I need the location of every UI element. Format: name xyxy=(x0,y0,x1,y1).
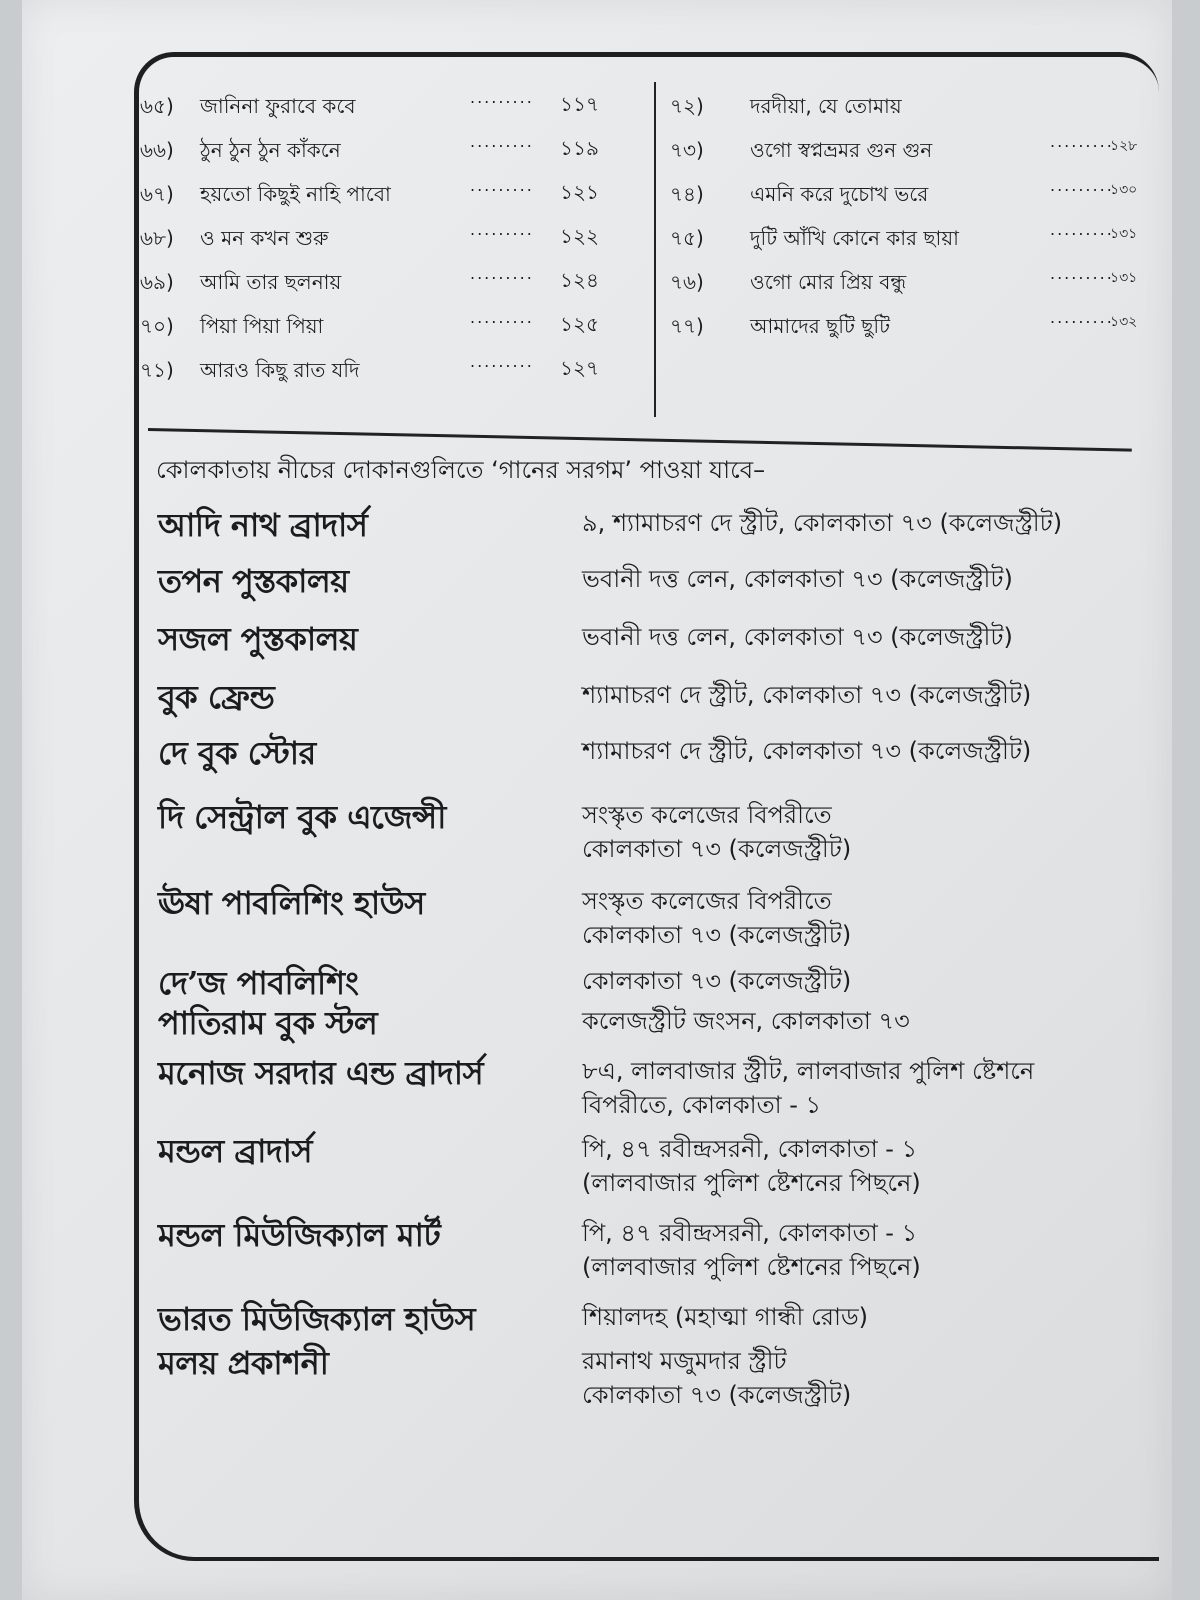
toc-title: এমনি করে দুচোখ ভরে xyxy=(750,182,929,206)
shop-entry xyxy=(150,792,1130,878)
toc-title: আমি তার ছলনায় xyxy=(200,270,342,294)
shop-entry xyxy=(150,728,1130,792)
address-line: (লালবাজার পুলিশ ষ্টেশনের পিছনে) xyxy=(582,1169,921,1197)
toc-title: জানিনা ফুরাবে কবে xyxy=(200,94,356,118)
toc-entry xyxy=(670,302,1138,346)
toc-page: ১২৮ xyxy=(1110,138,1138,154)
toc-number: ৬৬) xyxy=(140,138,174,162)
toc-title: পিয়া পিয়া পিয়া xyxy=(200,314,324,338)
shop-entry xyxy=(150,878,1130,958)
address-line: ভবানী দত্ত লেন, কোলকাতা ৭৩ (কলেজস্ট্রীট) xyxy=(582,623,1013,651)
shop-name: বুক ফ্রেন্ড xyxy=(158,678,275,716)
address-line: পি, ৪৭ রবীন্দ্রসরনী, কোলকাতা - ১ xyxy=(582,1219,918,1247)
shop-address xyxy=(582,1300,868,1334)
toc-leader: ......... xyxy=(470,264,534,283)
shop-name: মন্ডল মিউজিক্যাল মার্ট xyxy=(158,1216,441,1254)
toc-page: ১২২ xyxy=(560,224,599,248)
address-line: শ্যামাচরণ দে স্ট্রীট, কোলকাতা ৭৩ (কলেজস্ট্রীট) xyxy=(582,681,1032,709)
toc-title: ঠুন ঠুন ঠুন কাঁকনে xyxy=(200,138,341,162)
toc-leader: ......... xyxy=(1050,264,1114,283)
toc-page: ১৩১ xyxy=(1110,270,1138,286)
shop-name: ঊষা পাবলিশিং হাউস xyxy=(158,884,425,922)
address-line: পি, ৪৭ রবীন্দ্রসরনী, কোলকাতা - ১ xyxy=(582,1135,918,1163)
shop-entry xyxy=(150,958,1130,1002)
toc-number: ৬৭) xyxy=(140,182,174,206)
shop-address xyxy=(582,506,1062,540)
toc-number: ৬৮) xyxy=(140,226,174,250)
toc-leader: ......... xyxy=(470,176,534,195)
shop-name: মন্ডল ব্রাদার্স xyxy=(158,1132,313,1170)
toc-number: ৭৩) xyxy=(670,138,704,162)
shop-name: দে বুক স্টোর xyxy=(158,734,316,772)
toc-title: ওগো স্বপ্নভ্রমর গুন গুন xyxy=(750,138,933,162)
shop-address xyxy=(582,798,851,866)
shop-entry xyxy=(150,998,1130,1048)
toc-page: ১১৯ xyxy=(560,136,599,160)
shop-name: আদি নাথ ব্রাদার্স xyxy=(158,506,368,544)
toc-entry xyxy=(140,82,640,126)
shop-address xyxy=(582,1344,851,1412)
shop-name: ভারত মিউজিক্যাল হাউস xyxy=(158,1300,476,1338)
toc-leader: ......... xyxy=(470,132,534,151)
shops-intro-heading: কোলকাতায় নীচের দোকানগুলিতে ‘গানের সরগম’ পাওয়া যাবে– xyxy=(156,456,766,484)
shop-address xyxy=(582,734,1031,768)
shop-name: সজল পুস্তকালয় xyxy=(158,620,358,658)
toc-page: ১৩১ xyxy=(1110,226,1138,242)
shop-name: মলয় প্রকাশনী xyxy=(158,1344,329,1382)
toc-title: দুটি আঁখি কোনে কার ছায়া xyxy=(750,226,959,250)
toc-page: ১২৫ xyxy=(560,312,599,336)
toc-entry xyxy=(140,258,640,302)
toc-entry xyxy=(140,302,640,346)
toc-entry xyxy=(140,346,640,390)
toc-title: ও মন কখন শুরু xyxy=(200,226,329,250)
shop-address xyxy=(582,678,1031,712)
address-line: কোলকাতা ৭৩ (কলেজস্ট্রীট) xyxy=(582,921,852,949)
shop-address xyxy=(582,1132,921,1200)
toc-number: ৭৪) xyxy=(670,182,704,206)
toc-leader: ......... xyxy=(1050,308,1114,327)
address-line: ভবানী দত্ত লেন, কোলকাতা ৭৩ (কলেজস্ট্রীট) xyxy=(582,565,1013,593)
address-line: সংস্কৃত কলেজের বিপরীতে xyxy=(582,887,832,915)
toc-title: আমাদের ছুটি ছুটি xyxy=(750,314,890,338)
column-divider xyxy=(654,82,656,417)
shop-name: পাতিরাম বুক স্টল xyxy=(158,1004,378,1042)
shop-entry xyxy=(150,672,1130,728)
toc-number: ৭৬) xyxy=(670,270,704,294)
toc-leader: ......... xyxy=(1050,220,1114,239)
toc-leader: ......... xyxy=(470,220,534,239)
shop-entry xyxy=(150,614,1130,672)
toc-entry xyxy=(670,258,1138,302)
address-line: কোলকাতা ৭৩ (কলেজস্ট্রীট) xyxy=(582,835,852,863)
address-line: শিয়ালদহ (মহাত্মা গান্ধী রোড) xyxy=(582,1303,868,1331)
toc-title: দরদীয়া, যে তোমায় xyxy=(750,94,902,118)
toc-entry xyxy=(670,214,1138,258)
toc-leader: ......... xyxy=(470,88,534,107)
shop-entry xyxy=(150,1126,1130,1210)
toc-title: আরও কিছু রাত যদি xyxy=(200,358,360,382)
toc-page: ১২৭ xyxy=(560,356,599,380)
toc-page: ১৩০ xyxy=(1110,182,1138,198)
shop-address xyxy=(582,562,1013,596)
shop-entry xyxy=(150,1048,1130,1126)
toc-page: ১১৭ xyxy=(560,92,599,116)
address-line: রমানাথ মজুমদার স্ট্রীট xyxy=(582,1347,787,1375)
toc-leader: ......... xyxy=(470,308,534,327)
shop-name: তপন পুস্তকালয় xyxy=(158,562,349,600)
toc-leader: ......... xyxy=(1050,132,1114,151)
shop-entry xyxy=(150,1338,1130,1418)
toc-entry xyxy=(670,126,1138,170)
address-line: বিপরীতে, কোলকাতা - ১ xyxy=(582,1091,822,1119)
toc-left-column xyxy=(140,82,640,390)
shop-address xyxy=(582,620,1013,654)
shop-name: দি সেন্ট্রাল বুক এজেন্সী xyxy=(158,798,446,836)
toc-number: ৬৯) xyxy=(140,270,174,294)
address-line: ৯, শ্যামাচরণ দে স্ট্রীট, কোলকাতা ৭৩ (কলেজস্ট্রীট) xyxy=(582,509,1063,537)
toc-number: ৭৭) xyxy=(670,314,704,338)
toc-number: ৭১) xyxy=(140,358,174,382)
shop-name: দে’জ পাবলিশিং xyxy=(158,964,359,1002)
shop-entry xyxy=(150,556,1130,614)
toc-entry xyxy=(140,214,640,258)
address-line: কোলকাতা ৭৩ (কলেজস্ট্রীট) xyxy=(582,1381,852,1409)
shop-address xyxy=(582,1216,921,1284)
shop-address xyxy=(582,884,851,952)
toc-number: ৭০) xyxy=(140,314,174,338)
table-of-contents xyxy=(140,82,1138,422)
address-line: ৮এ, লালবাজার স্ট্রীট, লালবাজার পুলিশ ষ্টেশনে xyxy=(582,1057,1035,1085)
toc-title: হয়তো কিছুই নাহি পাবো xyxy=(200,182,391,206)
toc-page: ১২১ xyxy=(560,180,599,204)
toc-leader: ......... xyxy=(470,352,534,371)
toc-number: ৭৫) xyxy=(670,226,704,250)
shop-address xyxy=(582,964,851,998)
shop-address xyxy=(582,1054,1034,1122)
shop-entry xyxy=(150,1210,1130,1294)
toc-page: ১৩২ xyxy=(1110,314,1138,330)
toc-entry xyxy=(140,170,640,214)
address-line: সংস্কৃত কলেজের বিপরীতে xyxy=(582,801,832,829)
toc-number: ৭২) xyxy=(670,94,704,118)
toc-entry xyxy=(670,82,1130,126)
shop-entry xyxy=(150,1294,1130,1338)
address-line: শ্যামাচরণ দে স্ট্রীট, কোলকাতা ৭৩ (কলেজস্ট্রীট) xyxy=(582,737,1032,765)
shop-entry xyxy=(150,500,1130,556)
address-line: কোলকাতা ৭৩ (কলেজস্ট্রীট) xyxy=(582,967,852,995)
toc-right-column xyxy=(670,82,1138,346)
toc-number: ৬৫) xyxy=(140,94,174,118)
address-line: (লালবাজার পুলিশ ষ্টেশনের পিছনে) xyxy=(582,1253,921,1281)
toc-leader: ......... xyxy=(1050,176,1114,195)
shop-address xyxy=(582,1004,910,1038)
toc-entry xyxy=(140,126,640,170)
shop-name: মনোজ সরদার এন্ড ব্রাদার্স xyxy=(158,1054,484,1092)
toc-entry xyxy=(670,170,1138,214)
toc-title: ওগো মোর প্রিয় বন্ধু xyxy=(750,270,907,294)
shop-list xyxy=(150,500,1130,1418)
address-line: কলেজস্ট্রীট জংসন, কোলকাতা ৭৩ xyxy=(582,1007,910,1035)
toc-page: ১২৪ xyxy=(560,268,599,292)
